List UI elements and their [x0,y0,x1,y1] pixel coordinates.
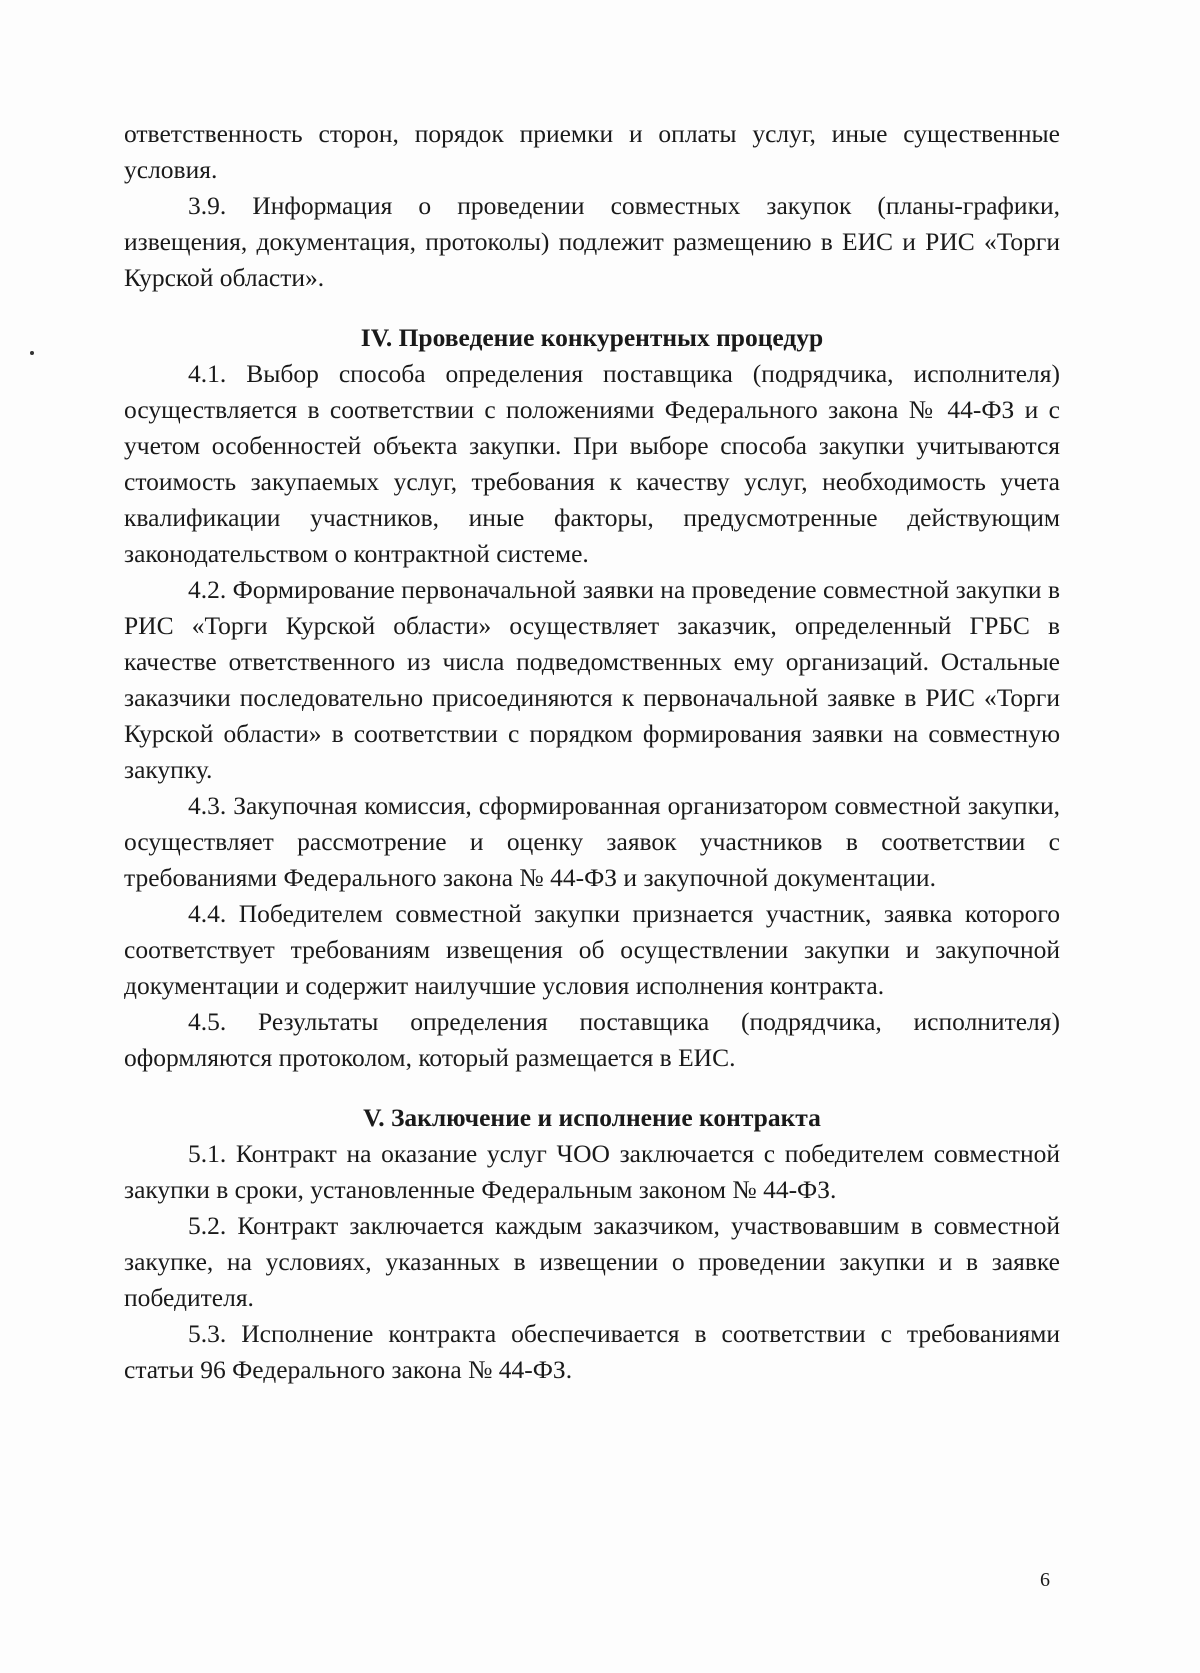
paragraph-4-3: 4.3. Закупочная комиссия, сформированная организатором совместной закупки, осуществляет рассмотрение и оценку заявок участников в соответствии с требованиями Федерального закона № 44-ФЗ и закупочной документации. [124,791,1060,892]
page-number: 6 [1040,1569,1050,1591]
paragraph-5-3: 5.3. Исполнение контракта обеспечивается в соответствии с требованиями статьи 96 Федерального закона № 44-ФЗ. [124,1319,1060,1384]
section-5-heading: V. Заключение и исполнение контракта [363,1103,821,1132]
paragraph-4-2: 4.2. Формирование первоначальной заявки на проведение совместной закупки в РИС «Торги Курской области» осуществляет заказчик, определенный ГРБС в качестве ответственного из числа подведомственных ему организаций. Остальные заказчики последовательно присоединяются к первоначальной заявке в РИС «Торги Курской области» в соответствии с порядком формирования заявки на совместную закупку. [124,575,1060,784]
section-4-heading: IV. Проведение конкурентных процедур [360,323,824,352]
paragraph-4-5: 4.5. Результаты определения поставщика (подрядчика, исполнителя) оформляются протоколом, который размещается в ЕИС. [124,1007,1060,1072]
scan-speck [30,351,34,355]
page-body [124,116,1060,1388]
paragraph-5-2: 5.2. Контракт заключается каждым заказчиком, участвовавшим в совместной закупке, на условиях, указанных в извещении о проведении закупки и в заявке победителя. [124,1211,1060,1312]
paragraph-4-1: 4.1. Выбор способа определения поставщика (подрядчика, исполнителя) осуществляется в соответствии с положениями Федерального закона № 44-ФЗ и с учетом особенностей объекта закупки. При выборе способа закупки учитываются стоимость закупаемых услуг, требования к качеству услуг, необходимость учета квалификации участников, иные факторы, предусмотренные действующим законодательством о контрактной системе. [124,359,1060,568]
paragraph-3-9: 3.9. Информация о проведении совместных закупок (планы-графики, извещения, документация, протоколы) подлежит размещению в ЕИС и РИС «Торги Курской области». [124,191,1060,292]
paragraph-5-1: 5.1. Контракт на оказание услуг ЧОО заключается с победителем совместной закупки в сроки, установленные Федеральным законом № 44-ФЗ. [124,1139,1060,1204]
paragraph-4-4: 4.4. Победителем совместной закупки признается участник, заявка которого соответствует требованиям извещения об осуществлении закупки и закупочной документации и содержит наилучшие условия исполнения контракта. [124,899,1060,1000]
paragraph-3-8-continuation: ответственность сторон, порядок приемки и оплаты услуг, иные существенные условия. [124,119,1060,184]
